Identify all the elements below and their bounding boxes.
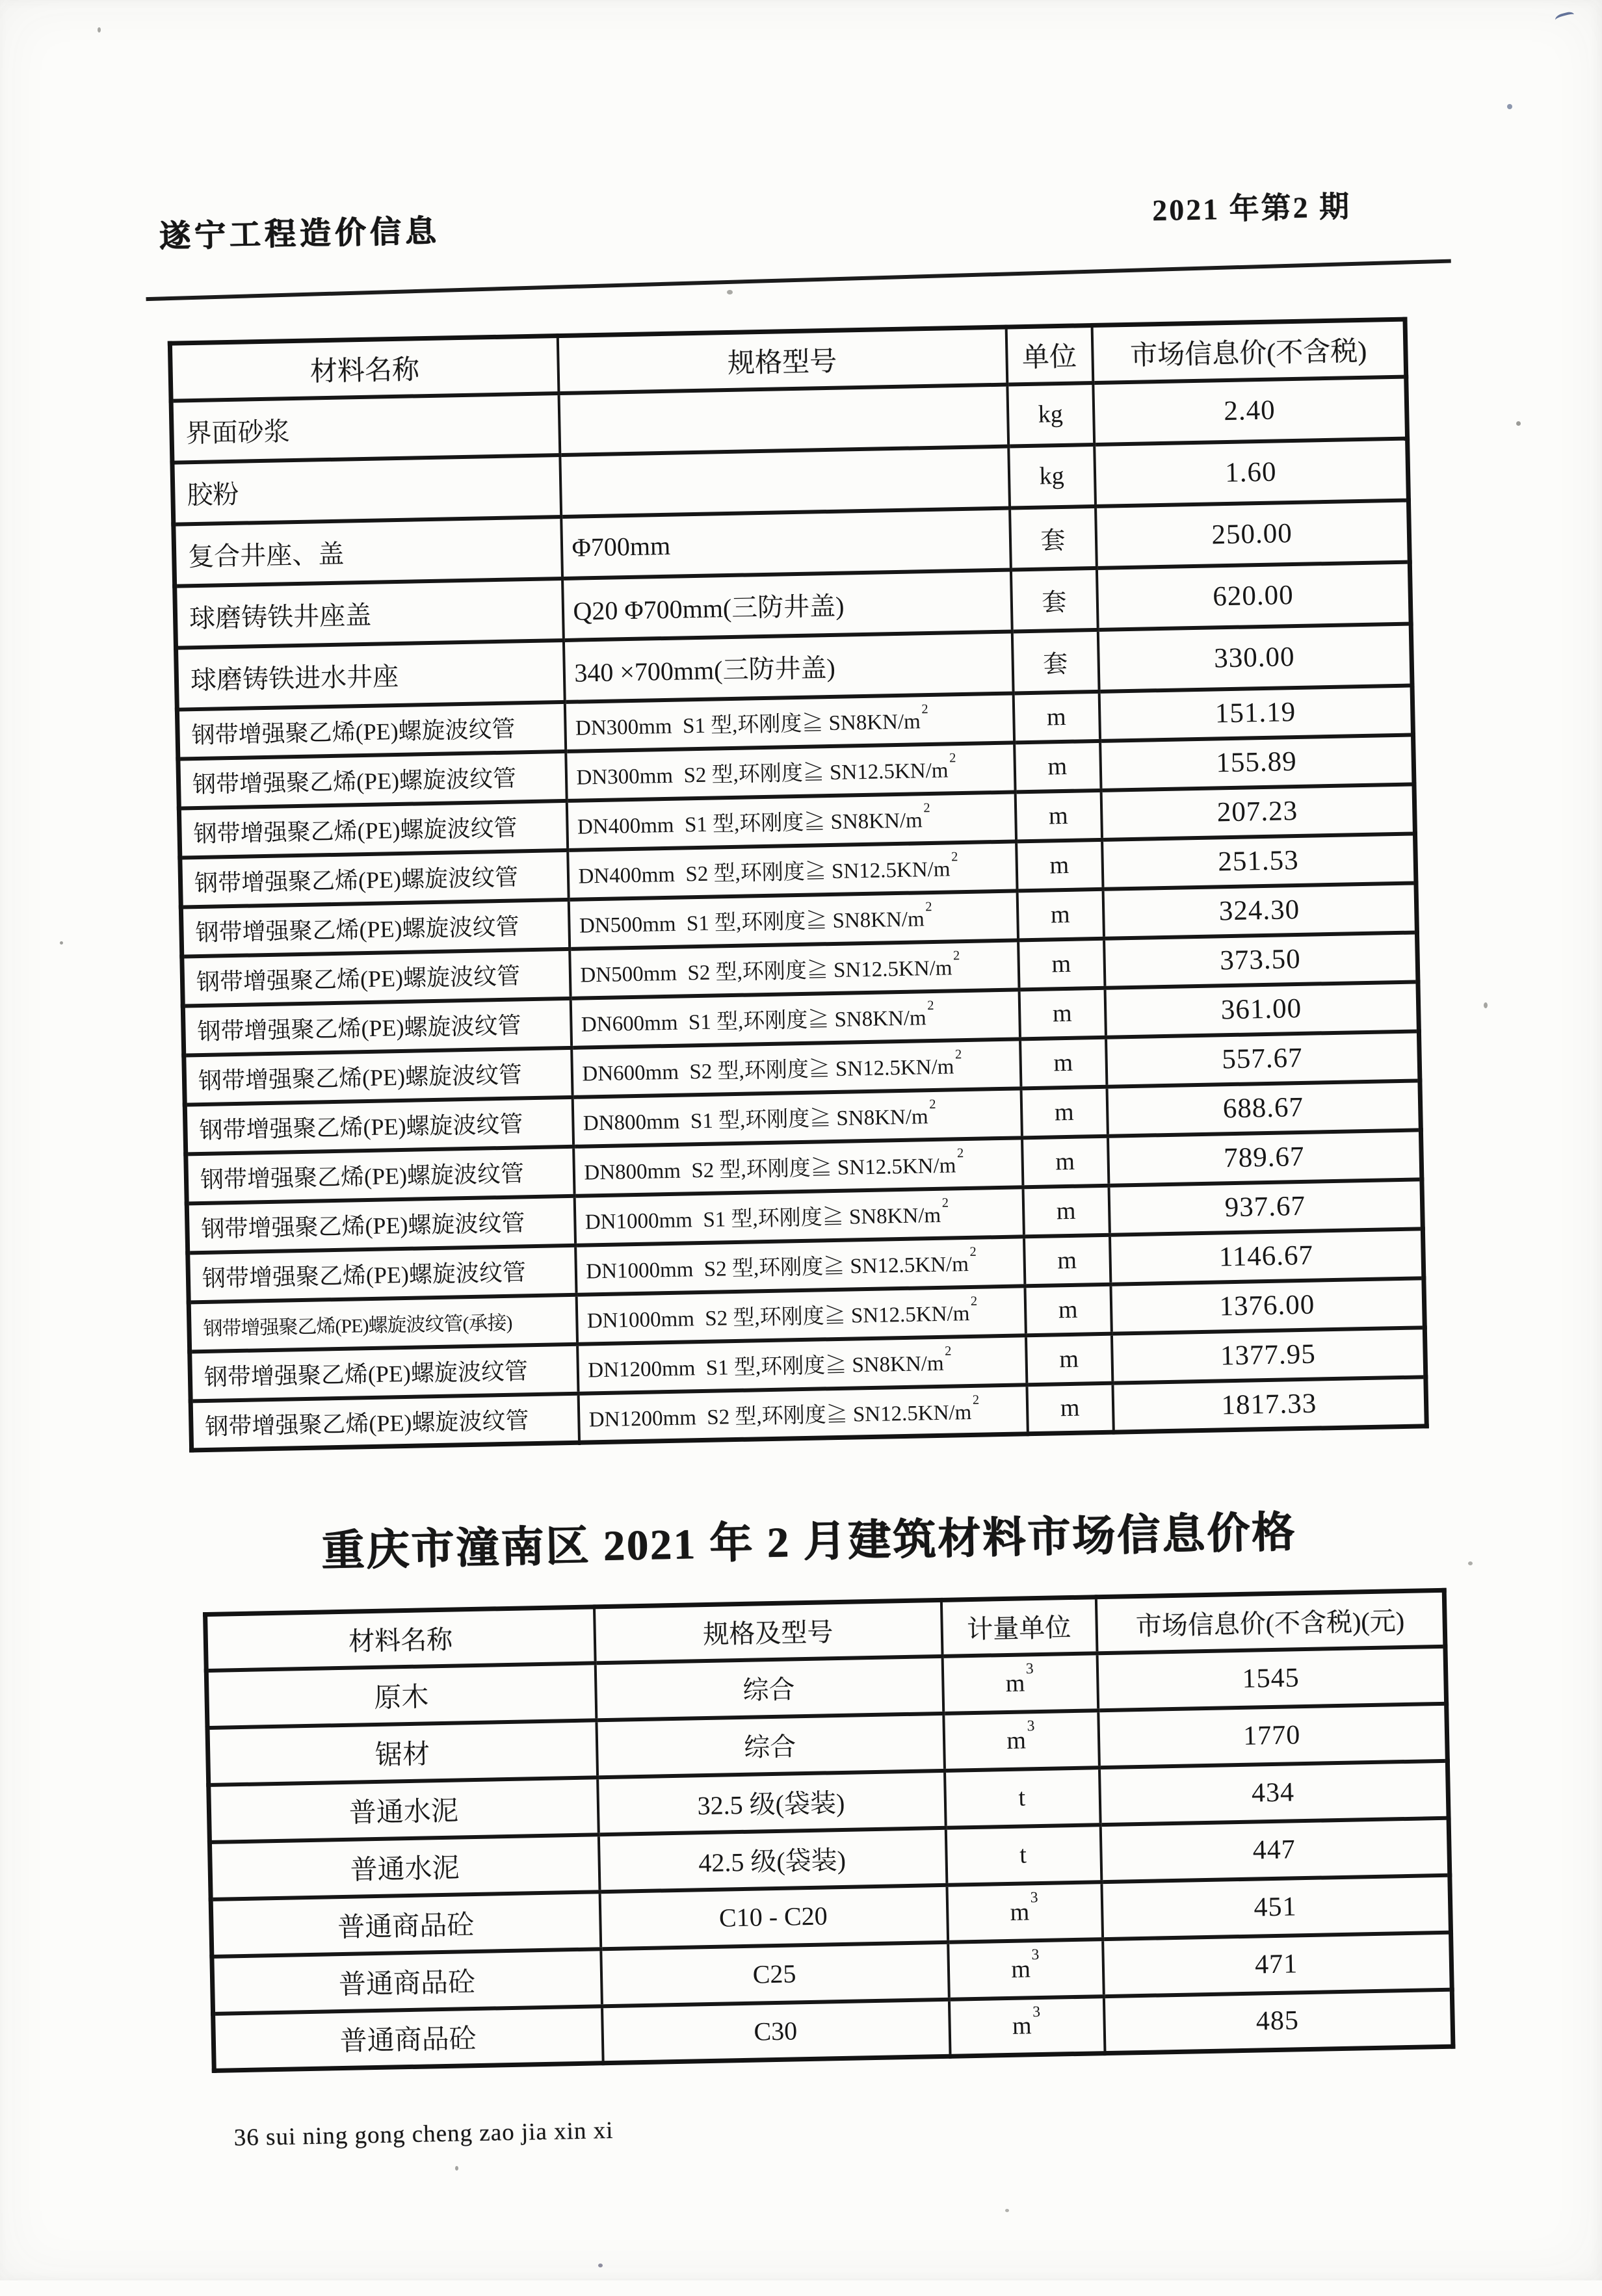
issue-label: 2021 年第2 期	[1151, 190, 1352, 228]
spec-cell: C25	[601, 1942, 949, 2005]
price-cell: 937.67	[1109, 1179, 1423, 1234]
price-cell: 451	[1101, 1875, 1451, 1938]
page-footer: 36 sui ning gong cheng zao jia xin xi	[233, 2117, 614, 2152]
scan-speck	[98, 27, 101, 33]
scan-speck	[1468, 1561, 1473, 1565]
spec-cell	[558, 384, 1008, 454]
scan-speck	[455, 2166, 458, 2171]
spec-cell	[560, 446, 1010, 516]
table1-body	[171, 376, 1426, 1450]
price-cell: 471	[1103, 1932, 1452, 1996]
price-cell: 1770	[1098, 1703, 1448, 1767]
column-header-price: 市场信息价(不含税)	[1092, 319, 1406, 382]
name-cell: 钢带增强聚乙烯(PE)螺旋波纹管	[190, 1344, 578, 1401]
name-cell: 普通商品砼	[213, 2006, 603, 2071]
unit-cell: $m^3$	[947, 1882, 1103, 1942]
unit-cell: m	[1023, 1185, 1109, 1236]
name-cell: 界面砂浆	[171, 393, 560, 463]
unit-cell: m	[1017, 889, 1103, 940]
name-cell: 球磨铸铁井座盖	[175, 579, 564, 648]
name-cell: 钢带增强聚乙烯(PE)螺旋波纹管	[186, 1146, 574, 1203]
price-cell: 1376.00	[1110, 1278, 1425, 1333]
unit-cell: $m^3$	[949, 1996, 1105, 2057]
name-cell: 普通商品砼	[211, 1892, 601, 1957]
scan-speck	[598, 2263, 603, 2267]
name-cell: 普通商品砼	[212, 1949, 602, 2014]
name-cell: 钢带增强聚乙烯(PE)螺旋波纹管	[184, 1047, 572, 1104]
spec-cell: DN1200mm S1 型,环刚度≧ $SN8KN/m^2$	[577, 1335, 1027, 1393]
name-cell: 钢带增强聚乙烯(PE)螺旋波纹管	[178, 751, 566, 808]
scan-speck	[1484, 1002, 1488, 1008]
spec-cell: Φ700mm	[561, 508, 1011, 578]
price-cell: 1545	[1097, 1646, 1447, 1710]
unit-cell: $m^3$	[942, 1653, 1098, 1714]
name-cell: 锯材	[207, 1720, 597, 1785]
publication-title: 遂宁工程造价信息	[159, 214, 441, 255]
spec-cell: DN400mm S2 型,环刚度≧ $SN12.5KN/m^2$	[568, 841, 1017, 899]
name-cell: 胶粉	[172, 455, 561, 525]
price-cell: 1817.33	[1112, 1377, 1426, 1432]
name-cell: 钢带增强聚乙烯(PE)螺旋波纹管	[187, 1195, 575, 1253]
spec-cell: DN800mm S2 型,环刚度≧ $SN12.5KN/m^2$	[573, 1138, 1023, 1195]
spec-cell: 综合	[595, 1656, 943, 1719]
spec-cell: DN1200mm S2 型,环刚度≧ $SN12.5KN/m^2$	[578, 1385, 1027, 1442]
spec-cell: 42.5 级(袋装)	[598, 1827, 947, 1891]
spec-cell: 340 ×700mm(三防井盖)	[563, 631, 1013, 701]
spec-cell: DN500mm S1 型,环刚度≧ $SN8KN/m^2$	[568, 891, 1018, 948]
spec-cell: DN600mm S2 型,环刚度≧ $SN12.5KN/m^2$	[571, 1039, 1021, 1097]
price-cell: 250.00	[1096, 500, 1410, 567]
spec-cell: DN400mm S1 型,环刚度≧ $SN8KN/m^2$	[566, 792, 1016, 850]
name-cell: 钢带增强聚乙烯(PE)螺旋波纹管	[177, 701, 565, 759]
unit-cell: m	[1020, 1037, 1107, 1088]
table2-body	[206, 1646, 1453, 2070]
name-cell: 球磨铸铁进水井座	[176, 640, 565, 709]
name-cell: 钢带增强聚乙烯(PE)螺旋波纹管	[182, 948, 570, 1006]
price-cell: 1.60	[1094, 438, 1409, 506]
name-cell: 钢带增强聚乙烯(PE)螺旋波纹管	[190, 1393, 579, 1450]
column-header-material: 材料名称	[205, 1607, 596, 1671]
unit-cell: m	[1021, 1086, 1107, 1138]
spec-cell: DN600mm S1 型,环刚度≧ $SN8KN/m^2$	[570, 989, 1019, 1047]
table2-title: 重庆市潼南区 2021 年 2 月建筑材料市场信息价格	[321, 1509, 1297, 1576]
column-header-price: 市场信息价(不含税)(元)	[1096, 1590, 1445, 1652]
column-header-spec: 规格型号	[557, 327, 1007, 393]
spec-cell: C10 - C20	[599, 1885, 948, 1948]
price-cell: 373.50	[1104, 932, 1418, 987]
name-cell: 钢带增强聚乙烯(PE)螺旋波纹管	[183, 998, 571, 1055]
name-cell: 钢带增强聚乙烯(PE)螺旋波纹管	[181, 899, 569, 956]
price-cell: 1377.95	[1111, 1327, 1425, 1383]
spec-cell: Q20 Φ700mm(三防井盖)	[562, 569, 1012, 640]
name-cell: 钢带增强聚乙烯(PE)螺旋波纹管	[180, 850, 568, 907]
name-cell: 钢带增强聚乙烯(PE)螺旋波纹管	[179, 800, 567, 857]
unit-cell: 套	[1010, 506, 1097, 569]
scan-speck	[60, 941, 63, 945]
spec-cell: C30	[601, 1999, 950, 2063]
unit-cell: m	[1027, 1383, 1113, 1434]
unit-cell: $m^3$	[943, 1710, 1099, 1771]
name-cell: 复合井座、盖	[174, 517, 562, 586]
unit-cell: m	[1023, 1234, 1110, 1286]
unit-cell: m	[1015, 790, 1101, 841]
spec-cell: DN800mm S1 型,环刚度≧ $SN8KN/m^2$	[572, 1088, 1021, 1146]
price-cell: 447	[1100, 1818, 1450, 1881]
price-cell: 789.67	[1107, 1130, 1421, 1185]
price-cell: 207.23	[1101, 784, 1415, 839]
header-rule	[146, 259, 1451, 302]
price-cell: 151.19	[1099, 685, 1413, 740]
unit-cell: 套	[1012, 629, 1099, 693]
unit-cell: t	[944, 1768, 1100, 1828]
name-cell: 钢带增强聚乙烯(PE)螺旋波纹管	[185, 1097, 573, 1154]
unit-cell: 套	[1010, 567, 1097, 631]
name-cell: 原木	[206, 1663, 596, 1728]
material-price-table	[168, 317, 1429, 1453]
tongnan-material-price-table	[203, 1588, 1455, 2073]
spec-cell: DN1000mm S1 型,环刚度≧ $SN8KN/m^2$	[574, 1187, 1023, 1245]
unit-cell: $m^3$	[948, 1939, 1104, 2000]
unit-cell: m	[1025, 1333, 1112, 1385]
spec-cell: DN1000mm S2 型,环刚度≧ $SN12.5KN/m^2$	[576, 1286, 1025, 1344]
price-cell: 330.00	[1097, 623, 1412, 691]
unit-cell: kg	[1007, 383, 1094, 447]
scan-speck	[1005, 2209, 1009, 2212]
price-cell: 361.00	[1105, 982, 1419, 1037]
price-cell: 485	[1103, 1989, 1453, 2053]
spec-cell: DN300mm S1 型,环刚度≧ $SN8KN/m^2$	[564, 693, 1014, 751]
scan-speck	[1507, 104, 1512, 109]
name-cell: 普通水泥	[209, 1834, 599, 1899]
spec-cell: DN500mm S2 型,环刚度≧ $SN12.5KN/m^2$	[570, 940, 1019, 998]
price-cell: 324.30	[1103, 883, 1417, 938]
price-cell: 2.40	[1093, 376, 1408, 444]
column-header-material: 材料名称	[170, 336, 558, 401]
column-header-unit: 计量单位	[941, 1597, 1097, 1656]
price-cell: 434	[1099, 1760, 1449, 1824]
price-cell: 688.67	[1107, 1080, 1421, 1136]
unit-cell: m	[1018, 938, 1105, 989]
unit-cell: m	[1014, 740, 1101, 792]
unit-cell: m	[1016, 839, 1103, 891]
column-header-unit: 单位	[1006, 326, 1093, 385]
name-cell: 钢带增强聚乙烯(PE)螺旋波纹管(承接)	[189, 1294, 577, 1351]
unit-cell: m	[1021, 1136, 1108, 1187]
name-cell: 普通水泥	[209, 1777, 599, 1842]
unit-cell: kg	[1008, 444, 1096, 508]
price-cell: 1146.67	[1109, 1229, 1423, 1284]
spec-cell: DN300mm S2 型,环刚度≧ $SN12.5KN/m^2$	[566, 742, 1015, 800]
unit-cell: t	[945, 1825, 1101, 1885]
price-cell: 251.53	[1102, 833, 1416, 889]
unit-cell: m	[1013, 691, 1099, 742]
unit-cell: m	[1019, 987, 1105, 1039]
price-cell: 620.00	[1096, 562, 1411, 629]
unit-cell: m	[1025, 1284, 1111, 1335]
scan-speck	[727, 290, 733, 294]
scan-speck	[1516, 421, 1521, 426]
column-header-spec: 规格及型号	[594, 1600, 942, 1662]
spec-cell: DN1000mm S2 型,环刚度≧ $SN12.5KN/m^2$	[575, 1236, 1025, 1294]
price-cell: 155.89	[1100, 735, 1414, 790]
name-cell: 钢带增强聚乙烯(PE)螺旋波纹管	[188, 1245, 576, 1302]
price-cell: 557.67	[1105, 1031, 1419, 1086]
spec-cell: 综合	[596, 1713, 945, 1777]
spec-cell: 32.5 级(袋装)	[597, 1770, 946, 1834]
